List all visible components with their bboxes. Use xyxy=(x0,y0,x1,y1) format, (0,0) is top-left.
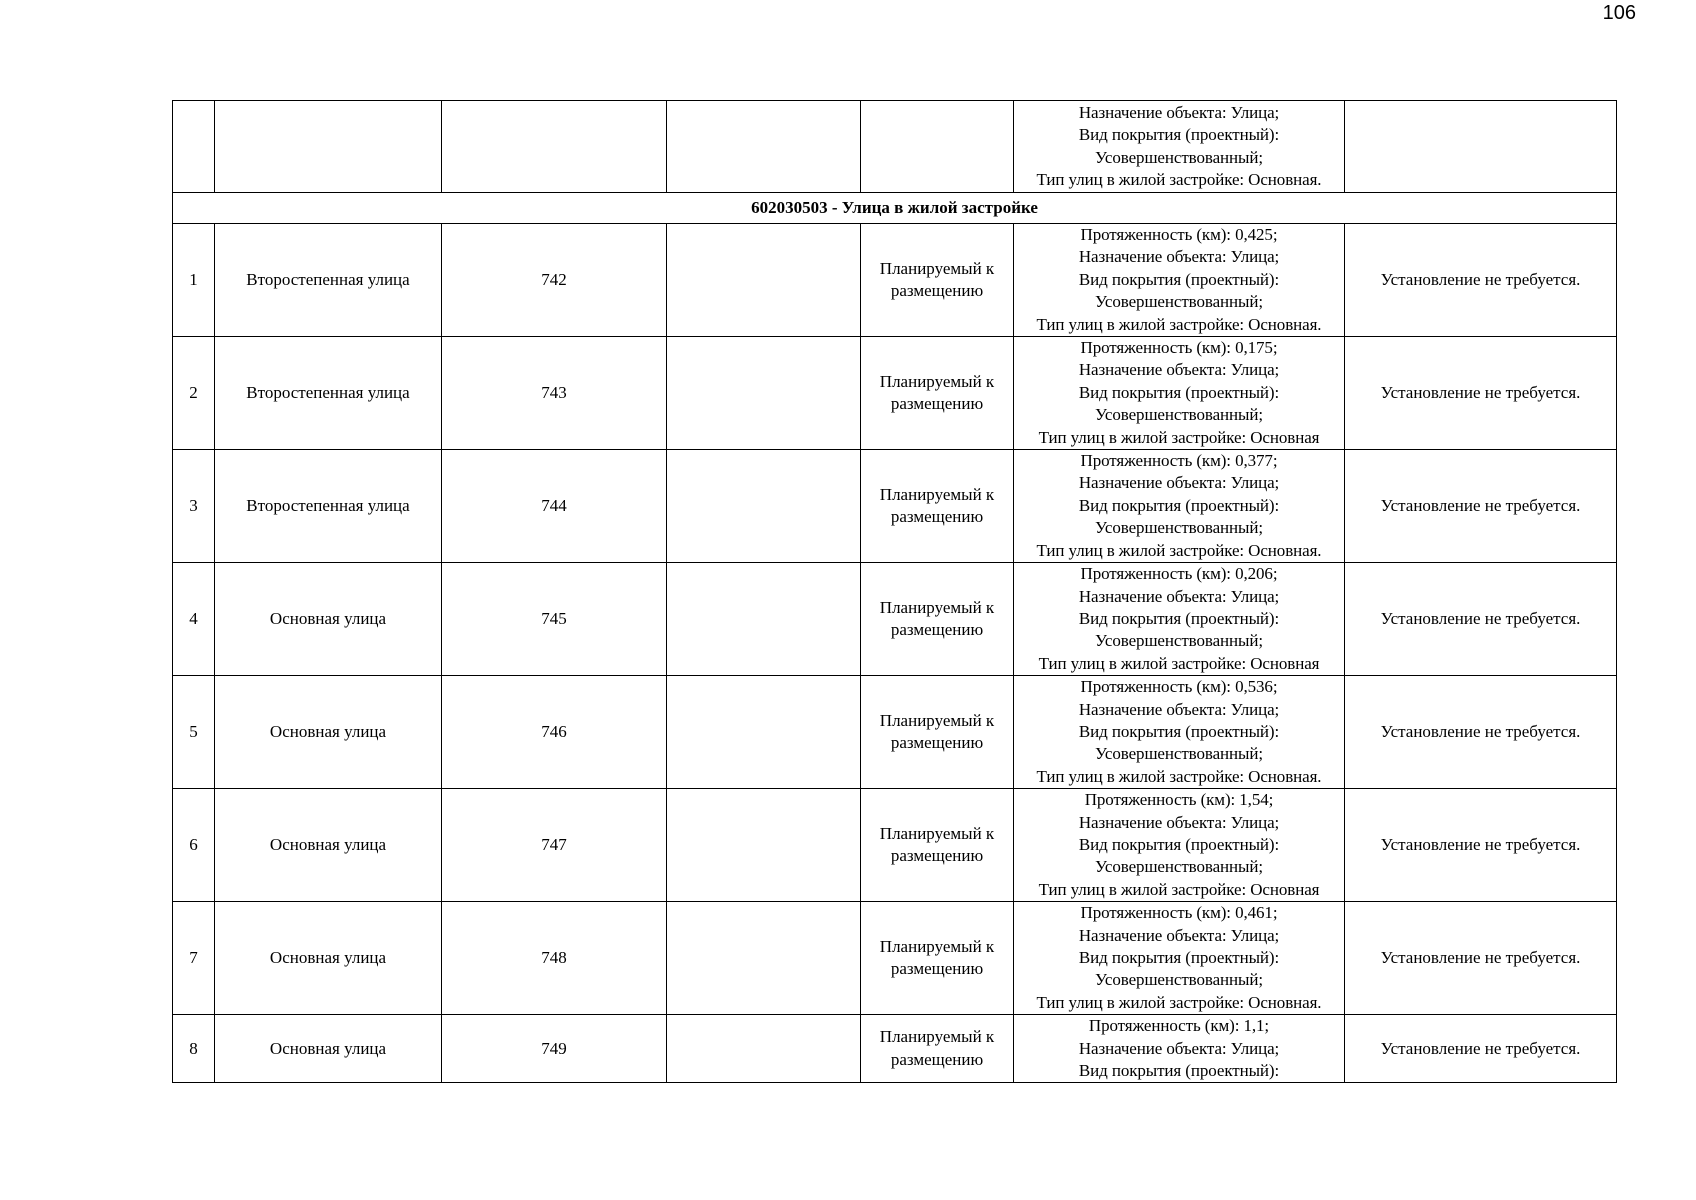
zone-cell: Установление не требуется. xyxy=(1345,450,1617,563)
page-number: 106 xyxy=(1602,2,1636,24)
status-cell: Планируемый к размещению xyxy=(861,224,1014,337)
characteristics-cell xyxy=(1014,789,1345,902)
name-cell: Основная улица xyxy=(215,789,442,902)
code-cell: 748 xyxy=(442,902,667,1015)
num-cell: 3 xyxy=(173,450,215,563)
table-row xyxy=(173,337,1617,450)
zone-cell: Установление не требуется. xyxy=(1345,337,1617,450)
characteristic-line: Назначение объекта: Улица; xyxy=(1078,473,1280,493)
location-cell xyxy=(667,789,861,902)
zone-cell: Установление не требуется. xyxy=(1345,902,1617,1015)
characteristics-cell xyxy=(1014,1015,1345,1083)
code-cell: 745 xyxy=(442,563,667,676)
table-row xyxy=(173,1015,1617,1083)
characteristic-line: Усовершенствованный; xyxy=(1095,405,1263,425)
characteristic-line: Протяженность (км): 0,377; xyxy=(1080,451,1278,471)
characteristic-line: Тип улиц в жилой застройке: Основная. xyxy=(1036,766,1322,786)
characteristic-line: Протяженность (км): 0,425; xyxy=(1080,225,1278,244)
characteristic-line: Назначение объекта: Улица; xyxy=(1078,102,1280,122)
characteristic-line: Протяженность (км): 1,54; xyxy=(1084,790,1274,810)
code-cell: 749 xyxy=(442,1015,667,1083)
characteristic-line: Усовершенствованный; xyxy=(1095,631,1263,651)
zone-cell: Установление не требуется. xyxy=(1345,789,1617,902)
location-cell xyxy=(667,1015,861,1083)
table-row xyxy=(173,789,1617,902)
code-cell: 742 xyxy=(442,224,667,337)
name-cell: Основная улица xyxy=(215,1015,442,1083)
characteristic-line: Тип улиц в жилой застройке: Основная. xyxy=(1036,169,1322,189)
characteristics-cell xyxy=(1014,337,1345,450)
characteristic-line: Тип улиц в жилой застройке: Основная xyxy=(1038,427,1320,447)
zone-cell: Установление не требуется. xyxy=(1345,676,1617,789)
characteristic-line: Вид покрытия (проектный): xyxy=(1078,495,1280,515)
code-cell: 746 xyxy=(442,676,667,789)
status-cell xyxy=(861,101,1014,193)
characteristic-line: Протяженность (км): 0,175; xyxy=(1080,338,1278,358)
table-row xyxy=(173,450,1617,563)
characteristic-line: Назначение объекта: Улица; xyxy=(1078,1038,1280,1058)
characteristic-line: Усовершенствованный; xyxy=(1095,744,1263,764)
code-cell: 744 xyxy=(442,450,667,563)
code-cell xyxy=(442,101,667,193)
status-cell: Планируемый к размещению xyxy=(861,450,1014,563)
characteristic-line: Протяженность (км): 0,206; xyxy=(1080,564,1278,584)
characteristic-line: Протяженность (км): 1,1; xyxy=(1088,1016,1270,1036)
code-cell: 747 xyxy=(442,789,667,902)
location-cell xyxy=(667,224,861,337)
name-cell: Основная улица xyxy=(215,563,442,676)
num-cell: 5 xyxy=(173,676,215,789)
table-row xyxy=(173,563,1617,676)
name-cell: Второстепенная улица xyxy=(215,450,442,563)
table-row xyxy=(173,224,1617,337)
characteristic-line: Тип улиц в жилой застройке: Основная xyxy=(1038,653,1320,673)
characteristic-line: Назначение объекта: Улица; xyxy=(1078,586,1280,606)
characteristic-line: Тип улиц в жилой застройке: Основная xyxy=(1038,879,1320,899)
section-title: 602030503 - Улица в жилой застройке xyxy=(173,193,1617,224)
num-cell: 2 xyxy=(173,337,215,450)
characteristic-line: Вид покрытия (проектный): xyxy=(1078,382,1280,402)
location-cell xyxy=(667,902,861,1015)
characteristic-line: Тип улиц в жилой застройке: Основная. xyxy=(1036,314,1322,334)
characteristic-line: Вид покрытия (проектный): xyxy=(1078,125,1280,145)
characteristics-cell xyxy=(1014,902,1345,1015)
characteristic-line: Усовершенствованный; xyxy=(1095,518,1263,538)
status-cell: Планируемый к размещению xyxy=(861,563,1014,676)
table-row xyxy=(173,676,1617,789)
characteristics-cell xyxy=(1014,450,1345,563)
characteristic-line: Протяженность (км): 0,536; xyxy=(1080,677,1278,697)
status-cell: Планируемый к размещению xyxy=(861,676,1014,789)
continuation-row xyxy=(173,101,1617,193)
characteristics-cell xyxy=(1014,563,1345,676)
characteristic-line: Назначение объекта: Улица; xyxy=(1078,247,1280,267)
characteristics-cell xyxy=(1014,101,1345,193)
characteristic-line: Усовершенствованный; xyxy=(1095,857,1263,877)
characteristic-line: Вид покрытия (проектный): xyxy=(1078,834,1280,854)
status-cell: Планируемый к размещению xyxy=(861,789,1014,902)
num-cell: 4 xyxy=(173,563,215,676)
characteristic-line: Назначение объекта: Улица; xyxy=(1078,812,1280,832)
name-cell: Второстепенная улица xyxy=(215,337,442,450)
location-cell xyxy=(667,101,861,193)
characteristic-line: Назначение объекта: Улица; xyxy=(1078,360,1280,380)
section-row xyxy=(173,193,1617,224)
name-cell xyxy=(215,101,442,193)
table-row xyxy=(173,902,1617,1015)
num-cell: 1 xyxy=(173,224,215,337)
zone-cell: Установление не требуется. xyxy=(1345,1015,1617,1083)
characteristic-line: Вид покрытия (проектный): xyxy=(1078,1061,1280,1081)
name-cell: Второстепенная улица xyxy=(215,224,442,337)
characteristic-line: Усовершенствованный; xyxy=(1095,292,1263,312)
name-cell: Основная улица xyxy=(215,902,442,1015)
characteristic-line: Усовершенствованный; xyxy=(1095,147,1263,167)
name-cell: Основная улица xyxy=(215,676,442,789)
characteristic-line: Назначение объекта: Улица; xyxy=(1078,925,1280,945)
characteristic-line: Протяженность (км): 0,461; xyxy=(1080,903,1278,923)
characteristic-line: Тип улиц в жилой застройке: Основная. xyxy=(1036,992,1322,1012)
characteristic-line: Вид покрытия (проектный): xyxy=(1078,269,1280,289)
status-cell: Планируемый к размещению xyxy=(861,1015,1014,1083)
location-cell xyxy=(667,676,861,789)
location-cell xyxy=(667,563,861,676)
zone-cell: Установление не требуется. xyxy=(1345,563,1617,676)
characteristic-line: Вид покрытия (проектный): xyxy=(1078,721,1280,741)
location-cell xyxy=(667,337,861,450)
characteristics-cell xyxy=(1014,224,1345,337)
zone-cell xyxy=(1345,101,1617,193)
characteristic-line: Тип улиц в жилой застройке: Основная. xyxy=(1036,540,1322,560)
characteristic-line: Вид покрытия (проектный): xyxy=(1078,948,1280,967)
num-cell: 8 xyxy=(173,1015,215,1083)
zone-cell: Установление не требуется. xyxy=(1345,224,1617,337)
code-cell: 743 xyxy=(442,337,667,450)
num-cell: 7 xyxy=(173,902,215,1015)
characteristic-line: Назначение объекта: Улица; xyxy=(1078,699,1280,719)
status-cell: Планируемый к размещению xyxy=(861,337,1014,450)
characteristic-line: Усовершенствованный; xyxy=(1095,970,1263,990)
num-cell xyxy=(173,101,215,193)
location-cell xyxy=(667,450,861,563)
status-cell: Планируемый к размещению xyxy=(861,902,1014,1015)
characteristic-line: Вид покрытия (проектный): xyxy=(1078,608,1280,628)
objects-table xyxy=(172,100,1617,1083)
characteristics-cell xyxy=(1014,676,1345,789)
table-body xyxy=(173,101,1617,1083)
num-cell: 6 xyxy=(173,789,215,902)
